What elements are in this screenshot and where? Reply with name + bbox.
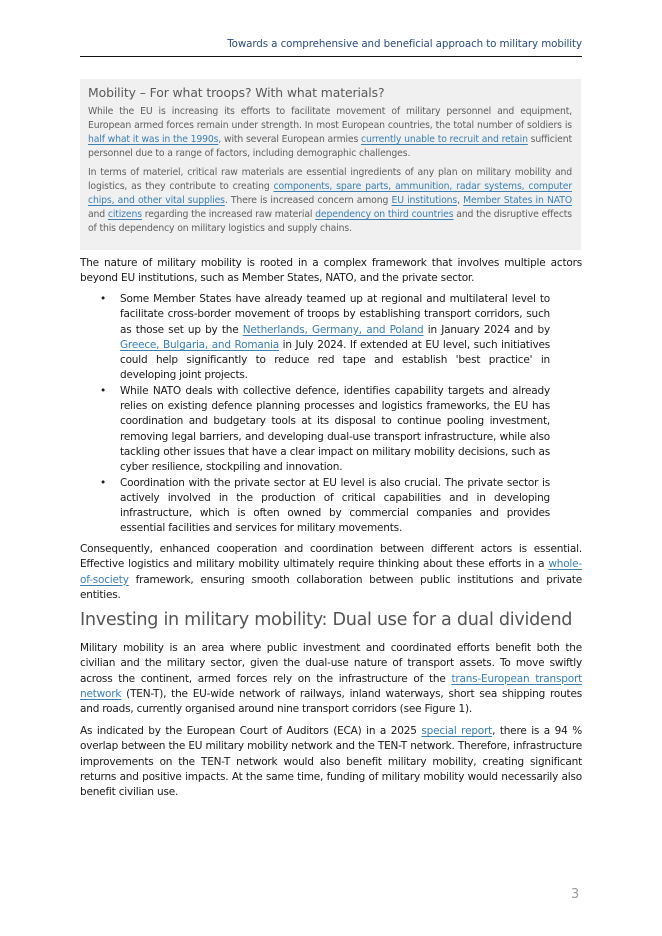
text: , bbox=[457, 194, 464, 206]
text: , there is a 94 % overlap between the EU military mobility network and the TEN-T network. Therefore, infrastructure improvements on the TEN-T network would also benefit military mobility, creating significant returns and positive impacts. At the same time, funding of military mobility would necessarily also benefit civilian use. bbox=[80, 725, 583, 799]
bullet-item-private-sector bbox=[80, 476, 550, 537]
bullet-icon: • bbox=[100, 384, 106, 397]
header-rule bbox=[80, 56, 582, 57]
actors-bullet-list bbox=[80, 292, 550, 537]
conclusion-paragraph bbox=[80, 542, 582, 603]
link-netherlands-germany-poland[interactable]: Netherlands, Germany, and Poland bbox=[242, 323, 424, 336]
link-eu-institutions[interactable]: EU institutions bbox=[391, 194, 458, 206]
link-components-supplies[interactable]: components, spare parts, ammunition, radar systems, computer chips, and other vital supplies bbox=[88, 180, 572, 206]
info-box-paragraph-materiel bbox=[88, 166, 572, 236]
link-special-report[interactable]: special report bbox=[421, 725, 493, 737]
intro-paragraph: The nature of military mobility is rooted in a complex framework that involves multiple actors beyond EU institutions, such as Member States, NATO, and the private sector. bbox=[80, 257, 582, 285]
bullet-item-nato bbox=[80, 384, 550, 476]
text: regarding the increased raw material bbox=[141, 208, 316, 220]
text: Military mobility is an area where public investment and coordinated efforts benefit both the civilian and the military sector, given the dual-use nature of transport assets. To move swiftly across the continent, armed forces rely on the infrastructure of the bbox=[80, 642, 582, 685]
bullet-icon: • bbox=[100, 476, 106, 489]
link-trans-european-transport-network[interactable]: trans-European transport network bbox=[80, 672, 582, 700]
info-box bbox=[80, 79, 581, 250]
text: Some Member States have already teamed up at regional and multilateral level to facilitate cross-border movement of troops by establishing transport corridors, such as those set up by the bbox=[120, 293, 550, 336]
bullet-icon: • bbox=[100, 293, 106, 305]
link-citizens[interactable]: citizens bbox=[107, 208, 142, 220]
link-dependency-third-countries[interactable]: dependency on third countries bbox=[315, 208, 454, 220]
text: in January 2024 and by bbox=[423, 323, 550, 336]
text: . There is increased concern among bbox=[224, 194, 392, 206]
text: While the EU is increasing its efforts to facilitate movement of military personnel and equipment, European armed forces remain under strength. In most European countries, the total number of soldiers is bbox=[88, 106, 572, 131]
section-heading: Investing in military mobility: Dual use for a dual dividend bbox=[80, 610, 573, 630]
text: Consequently, enhanced cooperation and coordination between different actors is essential. Effective logistics and military mobility ultimately require thinking about these efforts in a bbox=[80, 543, 582, 571]
link-unable-to-recruit[interactable]: currently unable to recruit and retain bbox=[361, 133, 528, 145]
link-whole-of-society[interactable]: whole-of-society bbox=[80, 558, 582, 586]
running-header: Towards a comprehensive and beneficial approach to military mobility bbox=[227, 38, 582, 50]
text: framework, ensuring smooth collaboration between public institutions and private entities. bbox=[80, 573, 582, 601]
bullet-item-member-states bbox=[80, 292, 550, 384]
text: and bbox=[88, 208, 108, 220]
text: In terms of materiel, critical raw materials are essential ingredients of any plan on military mobility and logistics, as they contribute to creating bbox=[88, 167, 572, 192]
info-box-title: Mobility – For what troops? With what materials? bbox=[88, 85, 385, 100]
link-greece-bulgaria-romania[interactable]: Greece, Bulgaria, and Romania bbox=[120, 338, 280, 351]
text: sufficient personnel due to a range of factors, including demographic challenges. bbox=[88, 133, 572, 159]
info-box-paragraph-troops bbox=[88, 105, 572, 161]
text: , with several European armies bbox=[218, 133, 361, 145]
text: While NATO deals with collective defence, identifies capability targets and already relies on existing defence planning processes and logistics frameworks, the EU has coordination and budgetary tools at its disposal to continue pooling investment, removing legal barriers, and developing dual-use transport infrastructure, while also tackling other issues that have a clear impact on military mobility decisions, such as cyber resilience, stockpiling and innovation. bbox=[120, 384, 550, 474]
text: As indicated by the European Court of Auditors (ECA) in a 2025 bbox=[80, 725, 422, 737]
eca-paragraph bbox=[80, 724, 582, 800]
text: in July 2024. If extended at EU level, such initiatives could help significantly to reduce red tape and establish 'best practice' in developing joint projects. bbox=[120, 338, 550, 382]
text: and the disruptive effects of this dependency on military logistics and supply chains. bbox=[88, 208, 572, 234]
link-member-states-nato[interactable]: Member States in NATO bbox=[463, 194, 572, 206]
text: (TEN-T), the EU-wide network of railways, inland waterways, short sea shipping routes and roads, currently organised around nine transport corridors (see Figure 1). bbox=[80, 687, 582, 716]
dual-use-paragraph bbox=[80, 641, 582, 717]
link-half-what-it-was[interactable]: half what it was in the 1990s bbox=[88, 133, 219, 145]
text: Coordination with the private sector at EU level is also crucial. The private sector is actively involved in the production of critical capabilities and in developing infrastructure, which is often owned by commercial companies and provides essential facilities and services for military movements. bbox=[120, 476, 550, 535]
page-number: 3 bbox=[571, 887, 580, 902]
